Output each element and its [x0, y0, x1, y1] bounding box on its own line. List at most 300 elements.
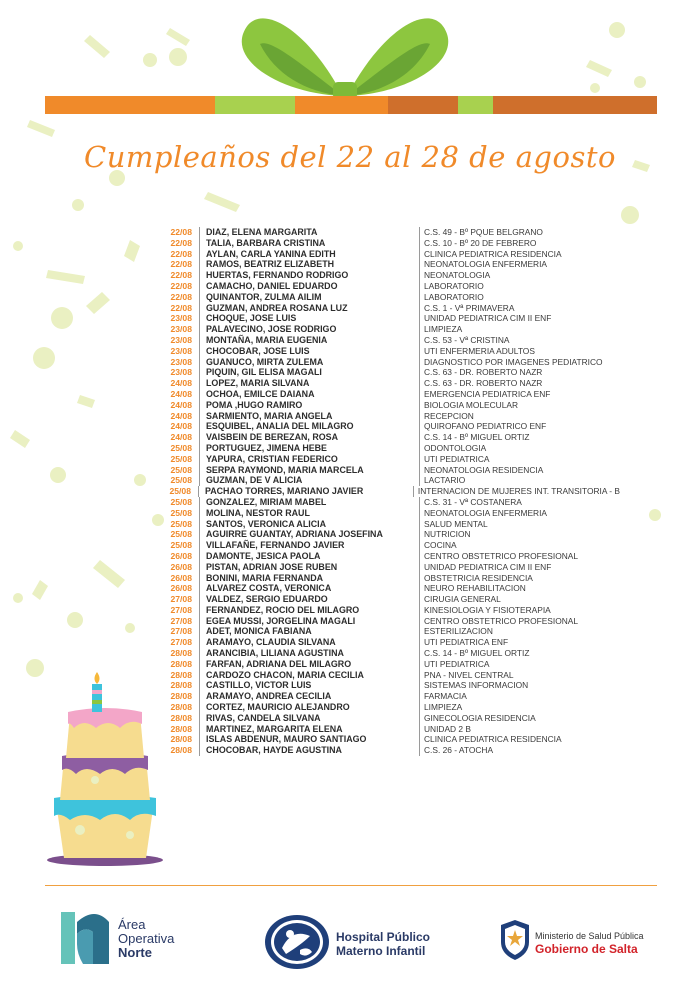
employee-name: MONTAÑA, MARIA EUGENIA [206, 334, 328, 345]
birthday-date: 28/08 [170, 648, 192, 659]
employee-service: INTERNACION DE MUJERES INT. TRANSITORIA - B [417, 486, 620, 497]
employee-name: CORTEZ, MAURICIO ALEJANDRO [206, 702, 350, 713]
employee-name: DIAZ, ELENA MARGARITA [206, 227, 318, 237]
employee-service: NEONATOLOGIA ENFERMERIA [424, 507, 548, 518]
birthday-date: 23/08 [170, 356, 192, 367]
employee-service: CENTRO OBSTETRICO PROFESIONAL [424, 550, 579, 561]
column-divider [199, 454, 200, 465]
employee-service: LACTARIO [424, 475, 466, 486]
employee-name: HUERTAS, FERNANDO RODRIGO [206, 270, 349, 281]
list-item [150, 486, 620, 497]
column-divider [419, 702, 420, 713]
footer-divider [45, 885, 657, 886]
column-divider [419, 421, 420, 432]
column-divider [419, 497, 420, 508]
birthday-date: 26/08 [170, 561, 192, 572]
column-divider [419, 691, 420, 702]
employee-name: AGUIRRE GUANTAY, ADRIANA JOSEFINA [206, 529, 383, 540]
employee-service: C.S. 10 - Bº 20 DE FEBRERO [424, 237, 537, 248]
employee-name: GUZMAN, ANDREA ROSANA LUZ [206, 302, 348, 313]
birthday-date: 25/08 [170, 496, 192, 507]
employee-service: LABORATORIO [424, 291, 484, 302]
column-divider [199, 367, 200, 378]
employee-name: GUZMAN, DE V ALICIA [206, 475, 303, 486]
column-divider [419, 724, 420, 735]
birthday-date: 28/08 [170, 669, 192, 680]
employee-service: ESTERILIZACION [424, 626, 493, 637]
list-item [150, 659, 620, 670]
employee-name: TALIA, BARBARA CRISTINA [206, 237, 326, 248]
employee-service: DIAGNOSTICO POR IMAGENES PEDIATRICO [424, 356, 603, 367]
employee-name: FARFAN, ADRIANA DEL MILAGRO [206, 658, 352, 669]
list-item [150, 605, 620, 616]
list-item [150, 734, 620, 745]
employee-service: C.S. 14 - Bº MIGUEL ORTIZ [424, 648, 530, 659]
logo2-line2: Materno Infantil [336, 944, 426, 958]
list-item [150, 421, 620, 432]
column-divider [419, 616, 420, 627]
column-divider [199, 475, 200, 486]
employee-service: NEONATOLOGIA ENFERMERIA [424, 259, 548, 270]
employee-service: RECEPCION [424, 410, 474, 421]
employee-name: CHOCOBAR, HAYDE AGUSTINA [206, 745, 342, 756]
gift-ribbon-bar [45, 96, 657, 114]
birthday-date: 22/08 [170, 291, 192, 302]
employee-name: OCHOA, EMILCE DAIANA [206, 388, 315, 399]
employee-name: PISTAN, ADRIAN JOSE RUBEN [206, 561, 338, 572]
logo2-line1: Hospital Público [336, 930, 431, 944]
list-item [150, 702, 620, 713]
column-divider [199, 626, 200, 637]
birthday-date: 25/08 [170, 518, 192, 529]
list-item [150, 454, 620, 465]
employee-name: SARMIENTO, MARIA ANGELA [206, 410, 333, 421]
column-divider [419, 626, 420, 637]
column-divider [419, 281, 420, 292]
column-divider [199, 389, 200, 400]
employee-name: RAMOS, BEATRIZ ELIZABETH [206, 259, 335, 270]
birthday-date: 26/08 [170, 572, 192, 583]
employee-name: ARAMAYO, CLAUDIA SILVANA [206, 637, 336, 648]
column-divider [199, 227, 200, 238]
birthday-date: 24/08 [170, 421, 192, 432]
column-divider [199, 724, 200, 735]
list-item [150, 540, 620, 551]
logo1-line1: Área [118, 917, 146, 932]
employee-service: COCINA [424, 540, 457, 551]
list-item [150, 400, 620, 411]
birthday-date: 28/08 [170, 680, 192, 691]
column-divider [199, 313, 200, 324]
birthday-date: 22/08 [170, 227, 192, 237]
column-divider [419, 562, 420, 573]
list-item [150, 281, 620, 292]
list-item [150, 724, 620, 735]
employee-service: C.S. 53 - Vª CRISTINA [424, 334, 510, 345]
list-item [150, 335, 620, 346]
employee-name: PALAVECINO, JOSE RODRIGO [206, 324, 337, 335]
column-divider [199, 249, 200, 260]
employee-service: OBSTETRICIA RESIDENCIA [424, 572, 533, 583]
list-item [150, 346, 620, 357]
column-divider [419, 357, 420, 368]
employee-name: PORTUGUEZ, JIMENA HEBE [206, 442, 327, 453]
employee-name: DAMONTE, JESICA PAOLA [206, 550, 321, 561]
list-item [150, 551, 620, 562]
employee-service: EMERGENCIA PEDIATRICA ENF [424, 388, 551, 399]
column-divider [419, 454, 420, 465]
employee-name: CASTILLO, VICTOR LUIS [206, 680, 312, 691]
column-divider [419, 745, 420, 756]
column-divider [419, 637, 420, 648]
column-divider [419, 475, 420, 486]
column-divider [199, 400, 200, 411]
birthday-date: 24/08 [170, 432, 192, 443]
employee-service: PNA - NIVEL CENTRAL [424, 669, 514, 680]
list-item [150, 270, 620, 281]
birthday-date: 27/08 [170, 615, 192, 626]
column-divider [199, 324, 200, 335]
list-item [150, 497, 620, 508]
birthday-date: 22/08 [170, 270, 192, 281]
list-item [150, 303, 620, 314]
employee-name: CHOQUE, JOSE LUIS [206, 313, 297, 324]
column-divider [419, 432, 420, 443]
column-divider [199, 573, 200, 584]
column-divider [199, 303, 200, 314]
employee-service: NEONATOLOGIA RESIDENCIA [424, 464, 544, 475]
employee-service: UNIDAD PEDIATRICA CIM II ENF [424, 313, 552, 324]
column-divider [199, 508, 200, 519]
birthday-date: 28/08 [170, 723, 192, 734]
birthday-date: 26/08 [170, 583, 192, 594]
column-divider [419, 648, 420, 659]
employee-name: RIVAS, CANDELA SILVANA [206, 712, 321, 723]
employee-service: NUTRICION [424, 529, 471, 540]
column-divider [199, 443, 200, 454]
employee-service: SISTEMAS INFORMACION [424, 680, 529, 691]
employee-name: ARANCIBIA, LILIANA AGUSTINA [206, 648, 344, 659]
employee-name: PIQUIN, GIL ELISA MAGALI [206, 367, 322, 378]
list-item [150, 680, 620, 691]
column-divider [199, 680, 200, 691]
hospital-materno-infantil-logo-text [336, 930, 430, 958]
birthday-date: 22/08 [170, 302, 192, 313]
area-operativa-norte-logo-icon [55, 904, 115, 968]
birthday-list [150, 227, 620, 756]
column-divider [199, 605, 200, 616]
column-divider [199, 411, 200, 422]
birthday-date: 24/08 [170, 378, 192, 389]
logo3-line2: Gobierno de Salta [535, 942, 638, 956]
employee-service: SALUD MENTAL [424, 518, 488, 529]
list-item [150, 389, 620, 400]
list-item [150, 637, 620, 648]
list-item [150, 432, 620, 443]
page-title: Cumpleaños del 22 al 28 de agosto [84, 140, 616, 174]
list-item [150, 249, 620, 260]
employee-service: CIRUGIA GENERAL [424, 594, 501, 605]
column-divider [419, 670, 420, 681]
column-divider [199, 378, 200, 389]
column-divider [199, 551, 200, 562]
birthday-date: 23/08 [170, 313, 192, 324]
employee-service: UTI PEDIATRICA ENF [424, 637, 509, 648]
column-divider [419, 249, 420, 260]
birthday-date: 24/08 [170, 399, 192, 410]
birthday-date: 25/08 [170, 442, 192, 453]
column-divider [199, 734, 200, 745]
list-item [150, 573, 620, 584]
list-item [150, 259, 620, 270]
employee-service: NEURO REHABILITACION [424, 583, 526, 594]
list-item [150, 443, 620, 454]
column-divider [419, 540, 420, 551]
list-item [150, 508, 620, 519]
column-divider [199, 648, 200, 659]
employee-name: CARDOZO CHACON, MARIA CECILIA [206, 669, 364, 680]
employee-name: VILLAFAÑE, FERNANDO JAVIER [206, 540, 345, 551]
birthday-date: 27/08 [170, 604, 192, 615]
employee-service: C.S. 63 - DR. ROBERTO NAZR [424, 378, 543, 389]
employee-name: BONINI, MARIA FERNANDA [206, 572, 324, 583]
employee-service: UNIDAD 2 B [424, 723, 472, 734]
birthday-date: 25/08 [170, 475, 192, 486]
column-divider [419, 367, 420, 378]
list-item [150, 691, 620, 702]
employee-service: UTI PEDIATRICA [424, 658, 490, 669]
column-divider [419, 238, 420, 249]
birthday-date: 25/08 [170, 529, 192, 540]
employee-service: QUIROFANO PEDIATRICO ENF [424, 421, 547, 432]
employee-service: UTI PEDIATRICA [424, 453, 490, 464]
column-divider [419, 529, 420, 540]
column-divider [199, 259, 200, 270]
employee-name: PACHAO TORRES, MARIANO JAVIER [204, 486, 364, 497]
column-divider [199, 540, 200, 551]
employee-name: GONZALEZ, MIRIAM MABEL [206, 496, 327, 507]
employee-service: GINECOLOGIA RESIDENCIA [424, 712, 536, 723]
birthday-date: 23/08 [170, 334, 192, 345]
list-item [150, 357, 620, 368]
column-divider [419, 519, 420, 530]
employee-name: SERPA RAYMOND, MARIA MARCELA [206, 464, 364, 475]
column-divider [419, 346, 420, 357]
employee-name: EGEA MUSSI, JORGELINA MAGALI [206, 615, 356, 626]
employee-name: CHOCOBAR, JOSE LUIS [206, 345, 310, 356]
column-divider [199, 421, 200, 432]
employee-name: YAPURA, CRISTIAN FEDERICO [206, 453, 338, 464]
employee-service: CENTRO OBSTETRICO PROFESIONAL [424, 615, 579, 626]
column-divider [199, 659, 200, 670]
birthday-date: 28/08 [170, 691, 192, 702]
list-item [150, 583, 620, 594]
employee-service: BIOLOGIA MOLECULAR [424, 399, 519, 410]
employee-service: FARMACIA [424, 691, 467, 702]
column-divider [199, 270, 200, 281]
employee-service: C.S. 31 - Vª COSTANERA [424, 496, 522, 507]
employee-service: CLINICA PEDIATRICA RESIDENCIA [424, 248, 562, 259]
column-divider [419, 313, 420, 324]
hospital-materno-infantil-logo-icon [264, 914, 330, 970]
column-divider [419, 594, 420, 605]
employee-name: ISLAS ABDENUR, MAURO SANTIAGO [206, 734, 367, 745]
column-divider [198, 486, 199, 497]
birthday-date: 25/08 [170, 540, 192, 551]
birthday-date: 28/08 [170, 734, 192, 745]
birthday-date: 23/08 [170, 345, 192, 356]
column-divider [419, 259, 420, 270]
column-divider [419, 411, 420, 422]
list-item [150, 292, 620, 303]
column-divider [199, 238, 200, 249]
list-item [150, 616, 620, 627]
employee-name: ARAMAYO, ANDREA CECILIA [206, 691, 332, 702]
column-divider [199, 670, 200, 681]
employee-service: UNIDAD PEDIATRICA CIM II ENF [424, 561, 552, 572]
list-item [150, 378, 620, 389]
employee-name: ESQUIBEL, ANALIA DEL MILAGRO [206, 421, 354, 432]
employee-name: VAISBEIN DE BEREZAN, ROSA [206, 432, 338, 443]
birthday-date: 25/08 [170, 464, 192, 475]
employee-service: CLINICA PEDIATRICA RESIDENCIA [424, 734, 562, 745]
employee-name: QUINANTOR, ZULMA AILIM [206, 291, 322, 302]
column-divider [199, 637, 200, 648]
column-divider [419, 659, 420, 670]
employee-name: MOLINA, NESTOR RAUL [206, 507, 310, 518]
birthday-date: 24/08 [170, 388, 192, 399]
column-divider [199, 357, 200, 368]
employee-name: GUANUCO, MIRTA ZULEMA [206, 356, 324, 367]
list-item [150, 519, 620, 530]
employee-service: C.S. 49 - Bº PQUE BELGRANO [424, 227, 543, 237]
column-divider [419, 443, 420, 454]
column-divider [419, 270, 420, 281]
column-divider [413, 486, 414, 497]
birthday-date: 25/08 [169, 486, 191, 497]
birthday-date: 25/08 [170, 507, 192, 518]
column-divider [419, 573, 420, 584]
column-divider [419, 335, 420, 346]
list-item [150, 324, 620, 335]
column-divider [199, 519, 200, 530]
list-item [150, 475, 620, 486]
birthday-date: 27/08 [170, 637, 192, 648]
column-divider [419, 324, 420, 335]
column-divider [419, 508, 420, 519]
employee-service: UTI ENFERMERIA ADULTOS [424, 345, 535, 356]
birthday-date: 24/08 [170, 410, 192, 421]
list-item [150, 411, 620, 422]
birthday-date: 28/08 [170, 712, 192, 723]
column-divider [199, 497, 200, 508]
column-divider [199, 432, 200, 443]
employee-service: NEONATOLOGIA [424, 270, 491, 281]
employee-service: KINESIOLOGIA Y FISIOTERAPIA [424, 604, 551, 615]
list-item [150, 713, 620, 724]
column-divider [419, 400, 420, 411]
list-item [150, 529, 620, 540]
column-divider [199, 281, 200, 292]
birthday-date: 23/08 [170, 367, 192, 378]
list-item [150, 367, 620, 378]
column-divider [199, 292, 200, 303]
column-divider [419, 680, 420, 691]
list-item [150, 745, 620, 756]
birthday-date: 28/08 [170, 702, 192, 713]
employee-service: ODONTOLOGIA [424, 442, 487, 453]
column-divider [419, 551, 420, 562]
employee-name: ALVAREZ COSTA, VERONICA [206, 583, 332, 594]
employee-name: FERNANDEZ, ROCIO DEL MILAGRO [206, 604, 360, 615]
employee-service: LABORATORIO [424, 280, 484, 291]
employee-name: CAMACHO, DANIEL EDUARDO [206, 280, 338, 291]
employee-name: SANTOS, VERONICA ALICIA [206, 518, 326, 529]
employee-service: C.S. 14 - Bº MIGUEL ORTIZ [424, 432, 530, 443]
birthday-cake-illustration [40, 670, 170, 870]
logo1-line2: Operativa [118, 931, 175, 946]
birthday-date: 27/08 [170, 626, 192, 637]
birthday-date: 28/08 [170, 745, 192, 756]
list-item [150, 594, 620, 605]
list-item [150, 313, 620, 324]
employee-name: MARTINEZ, MARGARITA ELENA [206, 723, 343, 734]
logo3-line1: Ministerio de Salud Pública [535, 931, 644, 941]
employee-service: LIMPIEZA [424, 324, 463, 335]
birthday-date: 22/08 [170, 237, 192, 248]
column-divider [199, 335, 200, 346]
column-divider [199, 616, 200, 627]
column-divider [419, 605, 420, 616]
list-item [150, 670, 620, 681]
list-item [150, 626, 620, 637]
column-divider [419, 713, 420, 724]
birthday-date: 27/08 [170, 594, 192, 605]
employee-service: C.S. 26 - ATOCHA [424, 745, 494, 756]
birthday-date: 28/08 [170, 658, 192, 669]
logo1-line3: Norte [118, 945, 152, 960]
column-divider [419, 389, 420, 400]
column-divider [419, 227, 420, 238]
column-divider [419, 583, 420, 594]
column-divider [199, 745, 200, 756]
birthday-date: 22/08 [170, 280, 192, 291]
list-item [150, 238, 620, 249]
employee-name: AYLAN, CARLA YANINA EDITH [206, 248, 336, 259]
gobierno-de-salta-emblem-icon [498, 918, 532, 962]
birthday-date: 25/08 [170, 453, 192, 464]
list-item [150, 648, 620, 659]
column-divider [419, 378, 420, 389]
employee-name: VALDEZ, SERGIO EDUARDO [206, 594, 328, 605]
column-divider [199, 465, 200, 476]
column-divider [199, 691, 200, 702]
column-divider [199, 583, 200, 594]
employee-service: C.S. 63 - DR. ROBERTO NAZR [424, 367, 543, 378]
column-divider [199, 594, 200, 605]
column-divider [419, 292, 420, 303]
employee-service: C.S. 1 - Vª PRIMAVERA [424, 302, 515, 313]
column-divider [419, 465, 420, 476]
birthday-date: 22/08 [170, 248, 192, 259]
column-divider [199, 529, 200, 540]
list-item [150, 562, 620, 573]
gobierno-de-salta-logo-text [535, 930, 644, 957]
employee-name: ADET, MONICA FABIANA [206, 626, 312, 637]
employee-service: LIMPIEZA [424, 702, 463, 713]
list-item [150, 227, 620, 238]
employee-name: LOPEZ, MARIA SILVANA [206, 378, 310, 389]
